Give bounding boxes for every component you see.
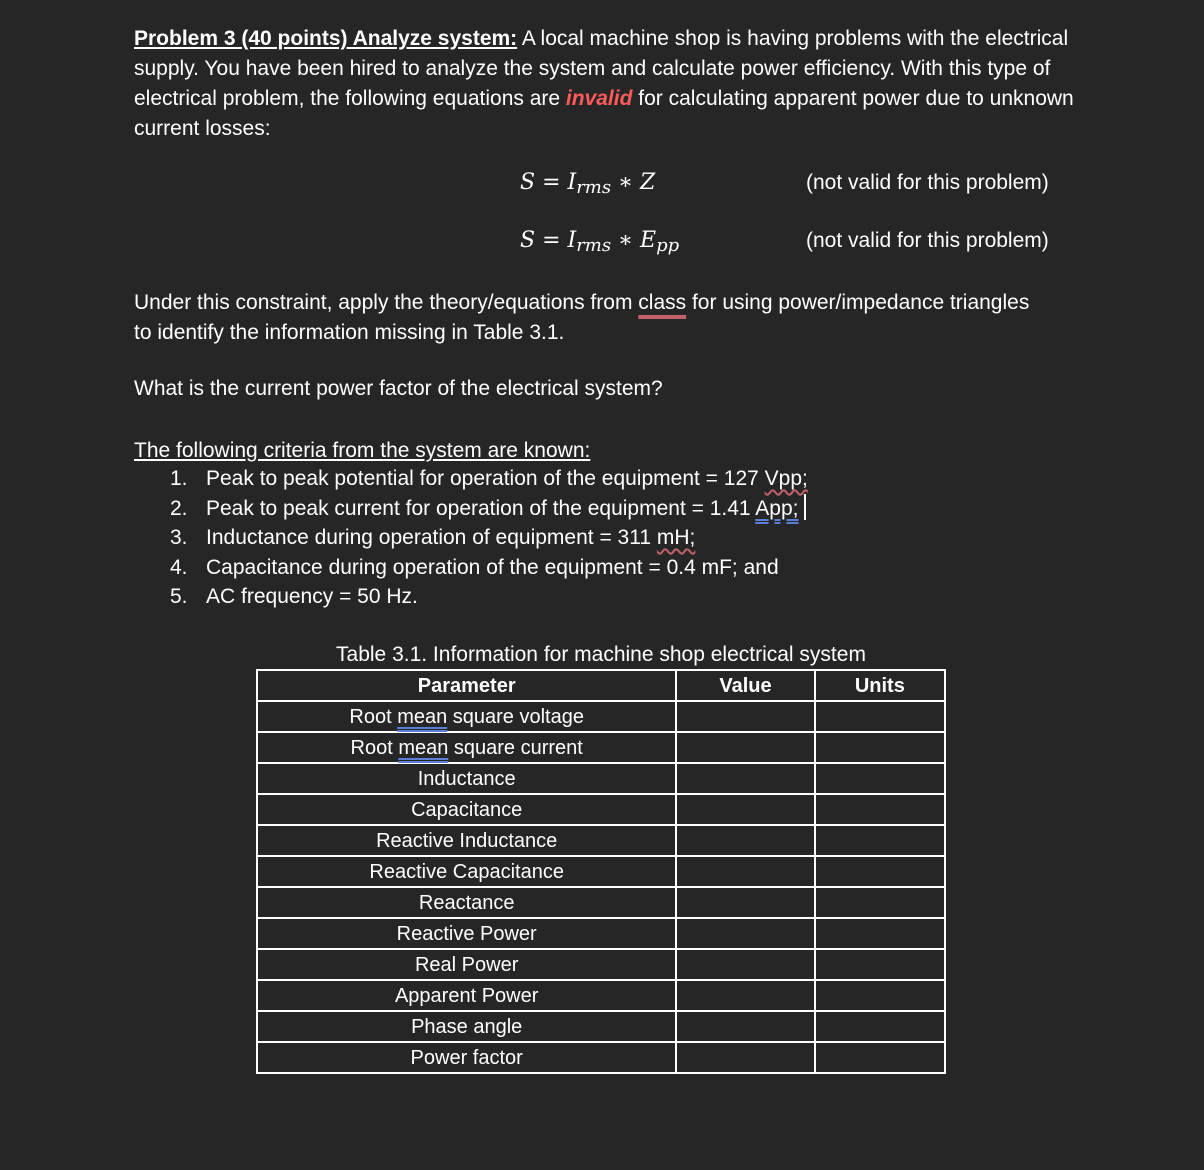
table-row [257,980,945,1011]
equation-1-sub: rms [576,177,612,198]
constraint-text: Under this constraint, apply the theory/equations from [134,291,639,314]
criteria-item [134,553,808,583]
units-cell[interactable] [815,1011,945,1042]
criteria-heading: The following criteria from the system are known: [134,439,591,462]
constraint-text-end: for using power/impedance triangles to identify the information missing in Table 3.1. [134,291,1030,344]
param-cell: Reactive Capacitance [257,856,676,887]
table-row [257,732,945,763]
problem-intro [134,24,1094,144]
equation-1-note: (not valid for this problem) [806,171,1049,194]
problem-heading: Problem 3 (40 points) Analyze system: [134,27,518,50]
value-cell[interactable] [676,825,814,856]
criteria-item-number: 2. [170,496,188,520]
criteria-item-number: 1. [170,467,188,490]
param-marked: mean [398,736,449,759]
value-cell[interactable] [676,856,814,887]
value-cell[interactable] [676,887,814,918]
equation-2-note: (not valid for this problem) [806,229,1049,252]
units-cell[interactable] [815,732,945,763]
equation-1 [520,168,655,199]
criteria-item [134,523,808,553]
units-cell[interactable] [815,887,945,918]
equation-2-sub: rms [576,235,612,256]
table-header-row [257,670,945,701]
criteria-item-text: Peak to peak current for operation of the equipment = 1.41 [206,496,756,520]
criteria-item-number: 4. [170,555,188,579]
equation-1-rhs: ∗ Z [611,170,656,195]
table-row [257,794,945,825]
criteria-list [134,464,808,612]
equation-1-lhs: S = I [520,170,577,195]
units-cell[interactable] [815,794,945,825]
header-parameter: Parameter [257,670,676,701]
units-cell[interactable] [815,701,945,732]
param-cell: Reactance [257,887,676,918]
invalid-word: invalid [565,87,633,110]
param-cell [257,701,676,732]
criteria-item-unit: mH; [656,526,696,549]
value-cell[interactable] [676,1011,814,1042]
param-marked: mean [397,705,448,728]
table-row [257,856,945,887]
units-cell[interactable] [815,825,945,856]
units-cell[interactable] [815,856,945,887]
table-row [257,763,945,794]
value-cell[interactable] [676,701,814,732]
criteria-item [134,464,808,494]
criteria-item-unit: App; [755,496,799,520]
criteria-item-text: AC frequency = 50 Hz. [206,585,418,608]
units-cell[interactable] [815,918,945,949]
info-table [256,669,946,1074]
equation-2 [520,226,679,257]
value-cell[interactable] [676,794,814,825]
criteria-item-number: 3. [170,526,188,549]
units-cell[interactable] [815,1042,945,1073]
value-cell[interactable] [676,732,814,763]
param-text-end: square voltage [447,705,584,728]
table-row [257,887,945,918]
criteria-item-text: Inductance during operation of equipment = 311 [206,526,657,549]
param-cell: Phase angle [257,1011,676,1042]
header-units: Units [815,670,945,701]
param-cell: Real Power [257,949,676,980]
criteria-item-text: Capacitance during operation of the equipment = 0.4 mF; and [206,555,779,579]
table-row [257,918,945,949]
param-cell: Apparent Power [257,980,676,1011]
param-text: Root [350,736,399,759]
table-row [257,825,945,856]
units-cell[interactable] [815,980,945,1011]
equation-2-rhs-sub: pp [656,235,680,256]
header-value: Value [676,670,814,701]
param-text-end: square current [448,736,583,759]
power-factor-question: What is the current power factor of the electrical system? [134,377,663,400]
equation-2-lhs: S = I [520,228,577,253]
param-text: Root [349,705,398,728]
text-cursor [804,494,806,520]
table-row [257,701,945,732]
criteria-item-text: Peak to peak potential for operation of the equipment = 127 [206,467,765,490]
value-cell[interactable] [676,918,814,949]
table-row [257,1011,945,1042]
param-cell: Inductance [257,763,676,794]
criteria-item [134,494,808,524]
table-caption: Table 3.1. Information for machine shop electrical system [336,643,866,666]
value-cell[interactable] [676,949,814,980]
param-cell: Power factor [257,1042,676,1073]
param-cell: Reactive Power [257,918,676,949]
criteria-item-number: 5. [170,585,188,608]
equation-2-rhs: ∗ E [611,228,657,253]
constraint-marked-word: class [638,291,687,314]
param-cell: Capacitance [257,794,676,825]
criteria-item-unit: Vpp; [764,467,808,490]
intro-text: A local machine shop is having problems with the electrical supply. You have been hired to analyze the system and calculate power efficiency. With this type of electrical problem, the following equations are [134,27,1069,110]
table-row [257,1042,945,1073]
param-cell [257,732,676,763]
param-cell: Reactive Inductance [257,825,676,856]
criteria-item [134,582,808,612]
intro-text-end: for calculating apparent power due to unknown current losses: [134,87,1074,140]
value-cell[interactable] [676,763,814,794]
units-cell[interactable] [815,949,945,980]
value-cell[interactable] [676,1042,814,1073]
constraint-paragraph [134,288,1034,348]
value-cell[interactable] [676,980,814,1011]
table-row [257,949,945,980]
units-cell[interactable] [815,763,945,794]
